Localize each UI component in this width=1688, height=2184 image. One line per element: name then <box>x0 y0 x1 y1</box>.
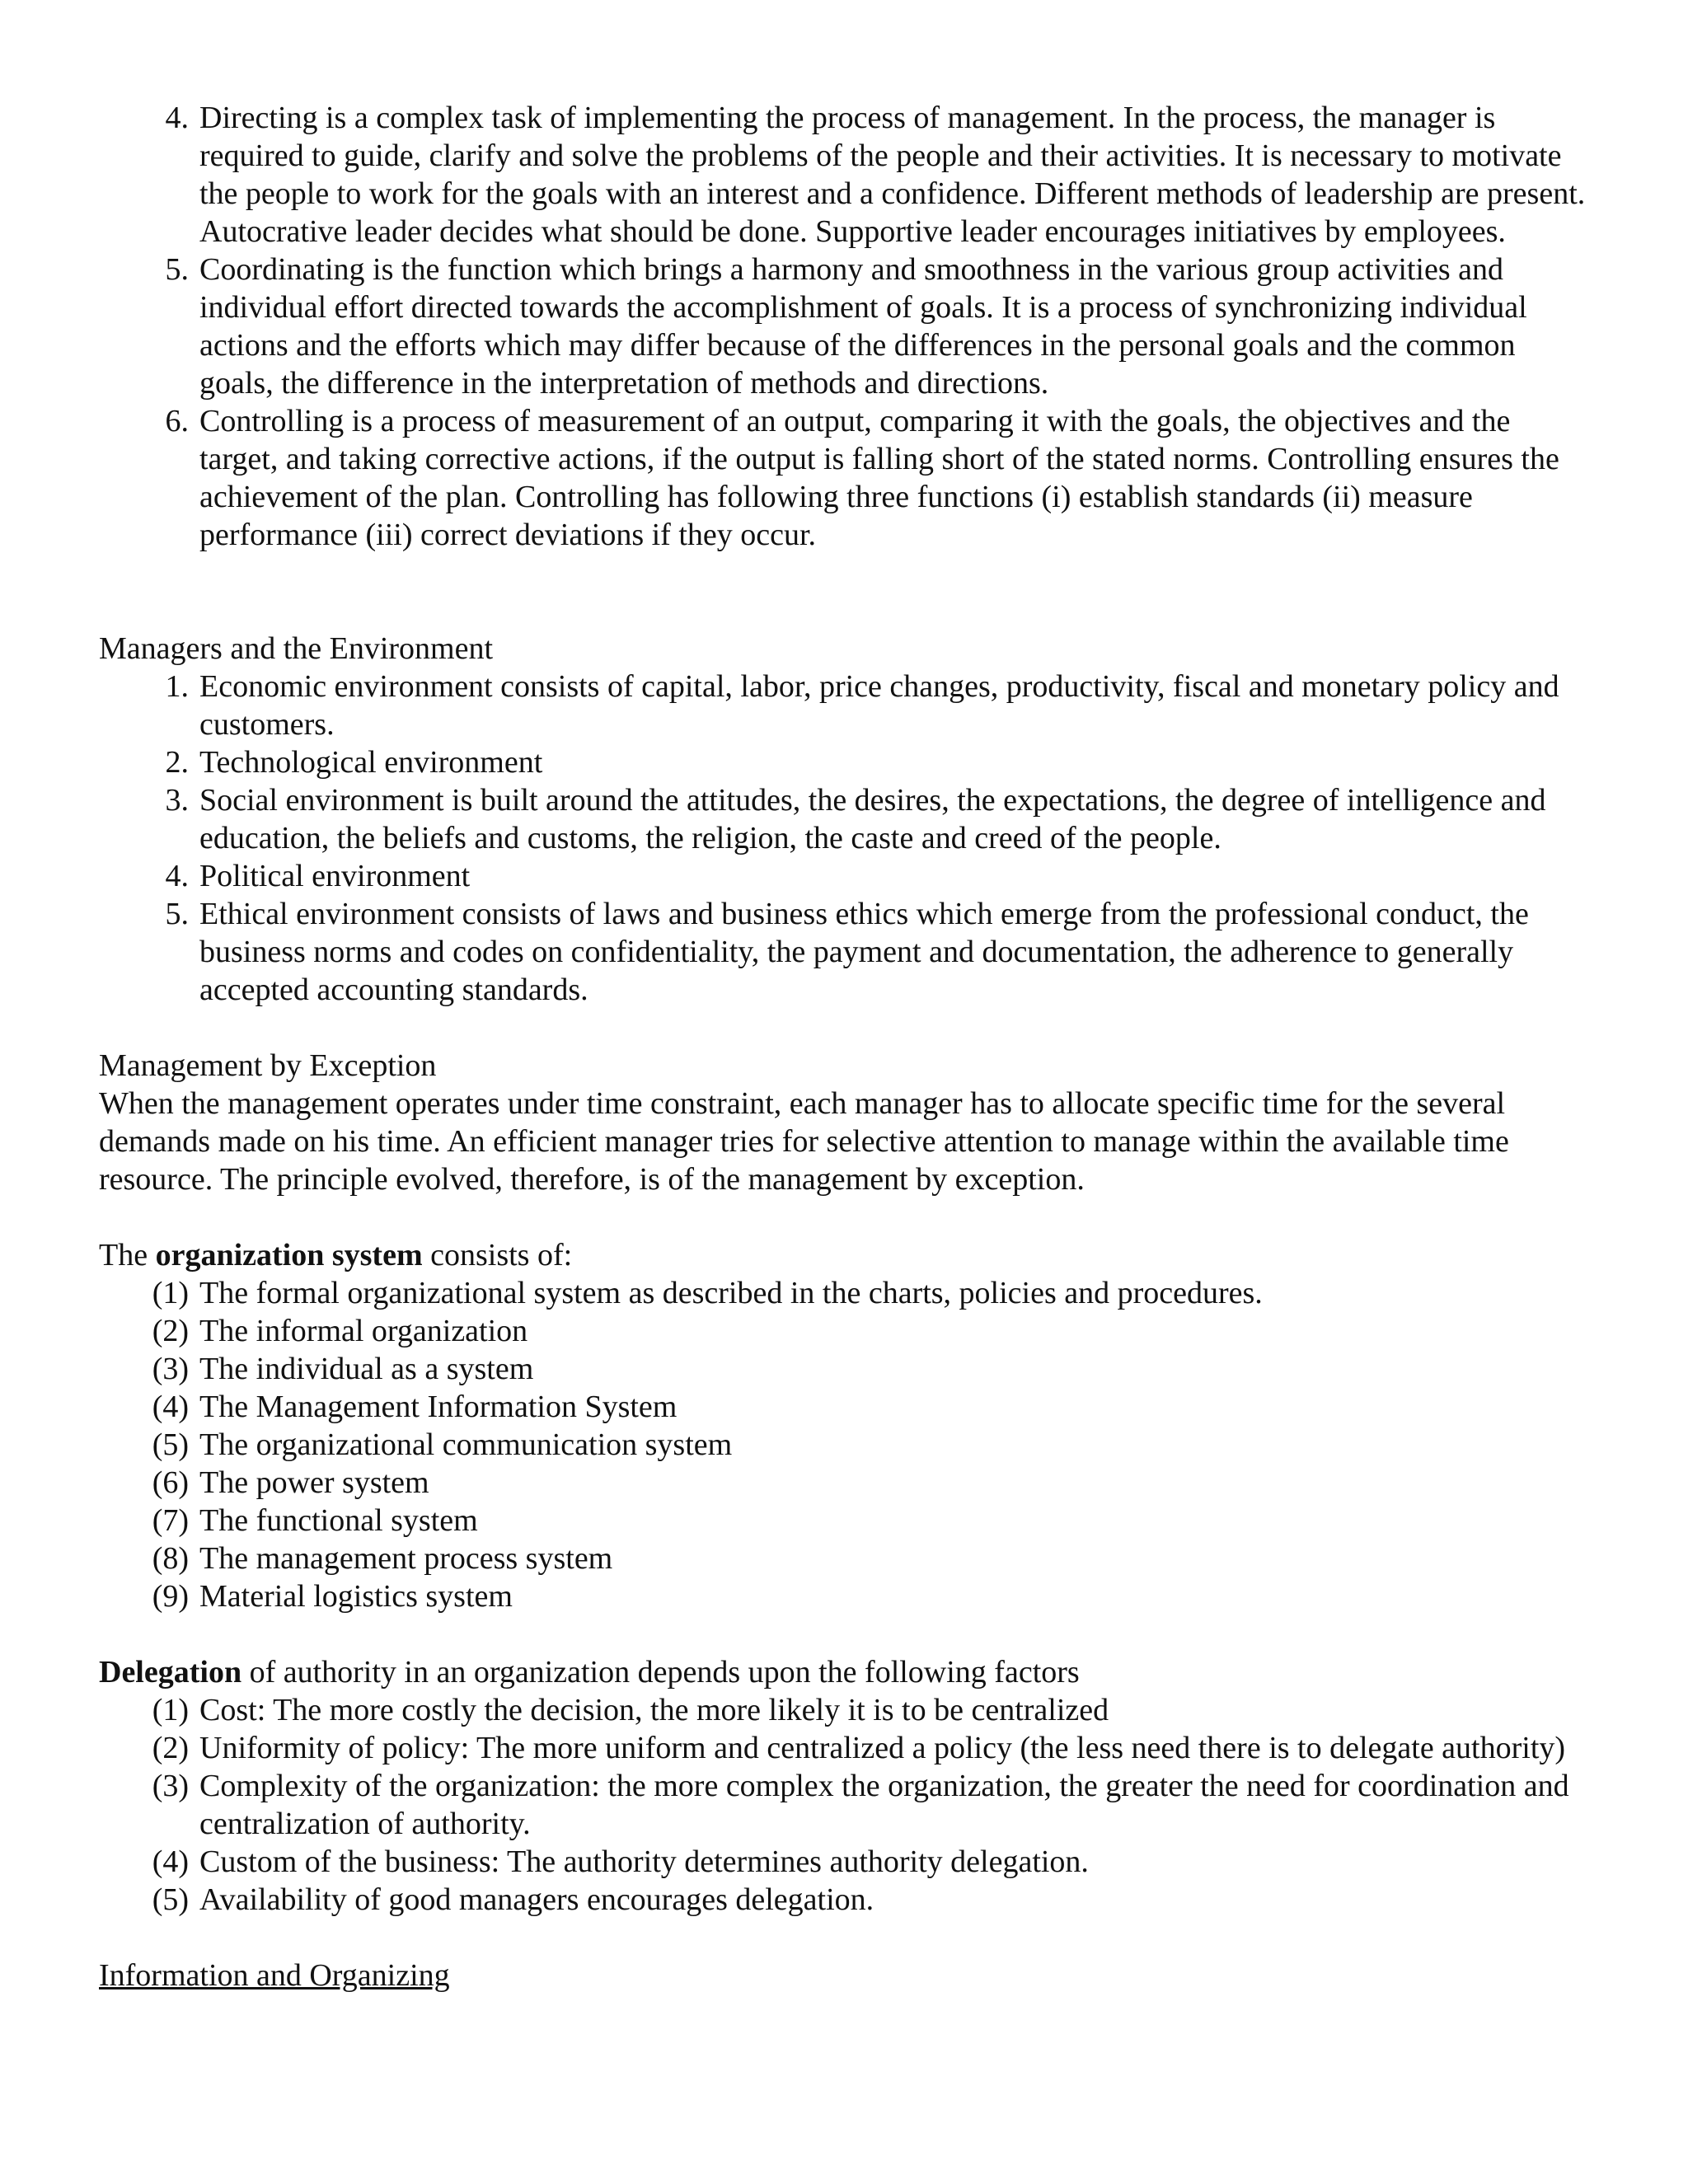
org-system-list <box>99 1274 1595 1615</box>
list-number: (4) <box>152 1390 189 1424</box>
list-item <box>99 1502 1595 1540</box>
list-text: Custom of the business: The authority determines authority delegation. <box>199 1844 1089 1879</box>
delegation-lead <box>99 1653 1595 1691</box>
list-item <box>99 668 1595 743</box>
list-number: (1) <box>152 1693 189 1727</box>
environment-heading: Managers and the Environment <box>99 631 494 666</box>
list-item <box>99 1426 1595 1464</box>
lead-bold-term: Delegation <box>99 1655 242 1690</box>
list-item <box>99 895 1595 1009</box>
list-text: The formal organizational system as described in the charts, policies and procedures. <box>199 1276 1263 1310</box>
list-item <box>99 1540 1595 1577</box>
org-system-lead <box>99 1236 1595 1274</box>
list-item <box>99 857 1595 895</box>
list-number: (5) <box>152 1882 189 1917</box>
list-item <box>99 1388 1595 1426</box>
list-text: The Management Information System <box>199 1390 678 1424</box>
document-page <box>99 99 1595 1994</box>
environment-list <box>99 668 1595 1009</box>
list-number: (1) <box>152 1276 189 1310</box>
list-text: The power system <box>199 1465 429 1500</box>
list-number: (7) <box>152 1503 189 1538</box>
list-text: The management process system <box>199 1541 613 1576</box>
lead-text: The <box>99 1238 156 1272</box>
list-item <box>99 1881 1595 1919</box>
list-item <box>99 1350 1595 1388</box>
list-item <box>99 99 1595 251</box>
lead-bold-term: organization system <box>155 1238 423 1272</box>
lead-text: consists of: <box>422 1238 573 1272</box>
information-organizing-heading: Information and Organizing <box>99 1958 450 1993</box>
list-item <box>99 1274 1595 1312</box>
list-text: The individual as a system <box>199 1352 534 1386</box>
list-text: The informal organization <box>199 1314 528 1348</box>
list-number: (9) <box>152 1579 189 1614</box>
list-number: 4. <box>165 101 189 135</box>
list-item <box>99 402 1595 554</box>
list-item <box>99 743 1595 781</box>
list-number: 1. <box>165 669 189 704</box>
list-item <box>99 251 1595 402</box>
list-item <box>99 1843 1595 1881</box>
list-text: Economic environment consists of capital, labor, price changes, productivity, fiscal and monetary policy and customers. <box>199 669 1559 742</box>
list-number: (2) <box>152 1731 189 1765</box>
list-item <box>99 1691 1595 1729</box>
list-item <box>99 1729 1595 1767</box>
list-text: Ethical environment consists of laws and business ethics which emerge from the professional conduct, the business norms and codes on confidentiality, the payment and documentation, the adherence to generally accepted accounting standards. <box>199 897 1529 1007</box>
list-item <box>99 1312 1595 1350</box>
list-item <box>99 1577 1595 1615</box>
list-number: 2. <box>165 745 189 780</box>
list-text: The functional system <box>199 1503 478 1538</box>
list-text: Uniformity of policy: The more uniform and centralized a policy (the less need there is to delegate authority) <box>199 1731 1566 1765</box>
list-number: 5. <box>165 897 189 931</box>
list-number: (4) <box>152 1844 189 1879</box>
list-text: The organizational communication system <box>199 1427 733 1462</box>
list-item <box>99 1767 1595 1843</box>
list-text: Complexity of the organization: the more complex the organization, the greater the need for coordination and centralization of authority. <box>199 1769 1569 1841</box>
list-number: (8) <box>152 1541 189 1576</box>
list-text: Cost: The more costly the decision, the more likely it is to be centralized <box>199 1693 1109 1727</box>
list-text: Social environment is built around the attitudes, the desires, the expectations, the degree of intelligence and education, the beliefs and customs, the religion, the caste and creed of the people. <box>199 783 1546 855</box>
list-text: Material logistics system <box>199 1579 513 1614</box>
list-item <box>99 781 1595 857</box>
lead-text: of authority in an organization depends upon the following factors <box>241 1655 1080 1690</box>
list-number: (3) <box>152 1769 189 1803</box>
list-text: Political environment <box>199 859 471 893</box>
management-functions-list <box>99 99 1595 554</box>
list-text: Technological environment <box>199 745 543 780</box>
list-text: Availability of good managers encourages delegation. <box>199 1882 874 1917</box>
list-number: (6) <box>152 1465 189 1500</box>
list-text: Controlling is a process of measurement of an output, comparing it with the goals, the objectives and the target, and taking corrective actions, if the output is falling short of the stated norms. Controlling ensures the achievement of the plan. Controlling has following three functions (i) establish standards (ii) measure performance (iii) correct deviations if they occur. <box>199 404 1559 552</box>
exception-paragraph: When the management operates under time constraint, each manager has to allocate specific time for the several demands made on his time. An efficient manager tries for selective attention to manage within the available time resource. The principle evolved, therefore, is of the management by exception. <box>99 1086 1509 1197</box>
list-item <box>99 1464 1595 1502</box>
list-text: Directing is a complex task of implementing the process of management. In the process, the manager is required to guide, clarify and solve the problems of the people and their activities. It is necessary to motivate the people to work for the goals with an interest and a confidence. Different methods of leadership are present. Autocrative leader decides what should be done. Supportive leader encourages initiatives by employees. <box>199 101 1586 249</box>
list-number: (2) <box>152 1314 189 1348</box>
exception-heading: Management by Exception <box>99 1048 437 1083</box>
list-number: 6. <box>165 404 189 438</box>
list-number: 4. <box>165 859 189 893</box>
list-number: (5) <box>152 1427 189 1462</box>
list-number: 3. <box>165 783 189 818</box>
delegation-list <box>99 1691 1595 1919</box>
list-number: 5. <box>165 252 189 287</box>
list-text: Coordinating is the function which brings a harmony and smoothness in the various group activities and individual effort directed towards the accomplishment of goals. It is a process of synchronizing individual actions and the efforts which may differ because of the differences in the personal goals and the common goals, the difference in the interpretation of methods and directions. <box>199 252 1527 401</box>
list-number: (3) <box>152 1352 189 1386</box>
